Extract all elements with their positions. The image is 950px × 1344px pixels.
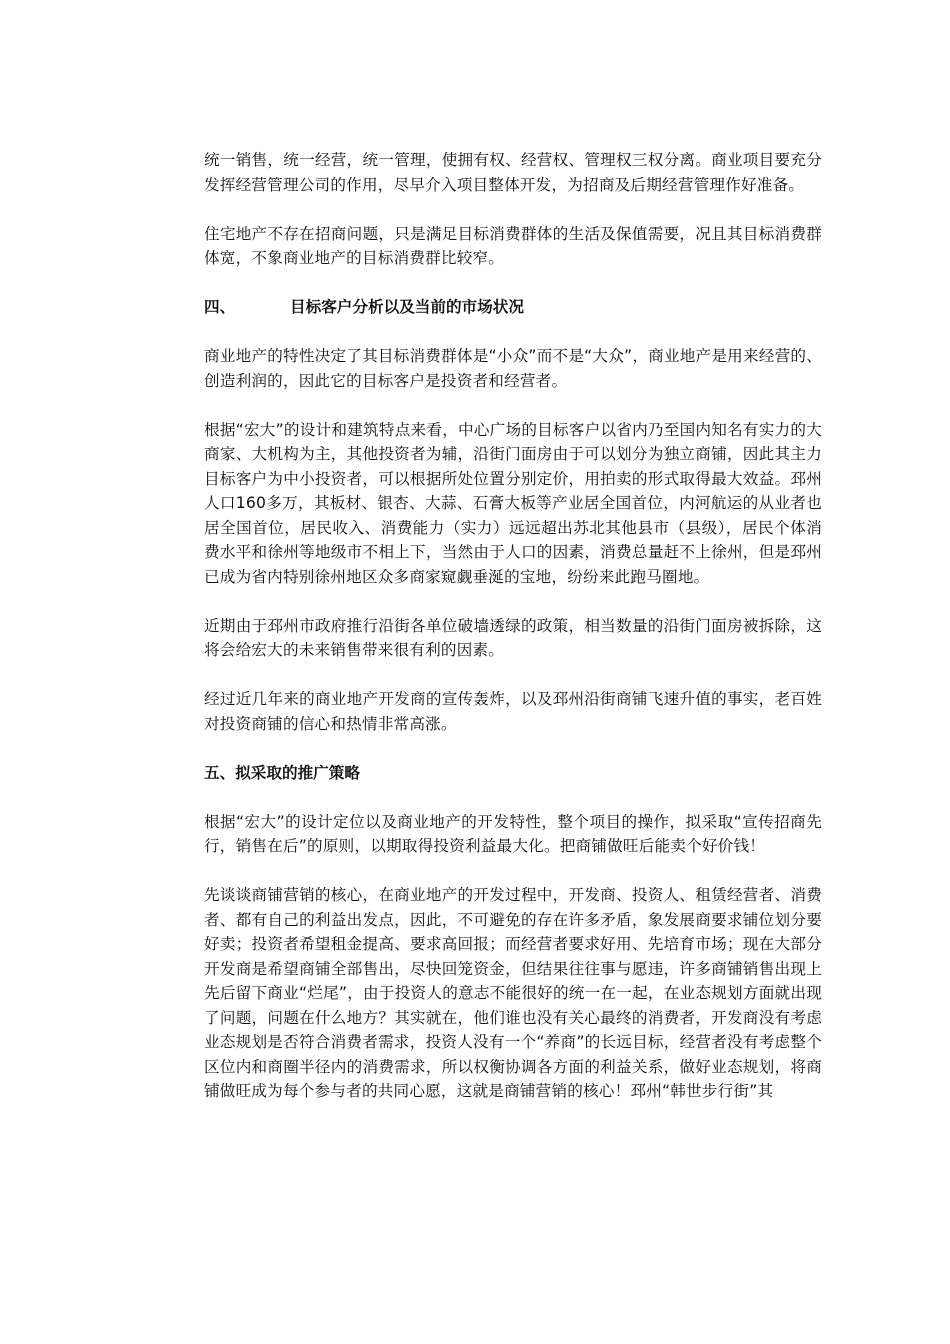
section-number: 四、	[204, 298, 236, 316]
paragraph: 根据“宏大”的设计定位以及商业地产的开发特性，整个项目的操作，拟采取“宣传招商先行，销售在后”的原则，以期取得投资利益最大化。把商铺做旺后能卖个好价钱！	[204, 812, 822, 855]
paragraph: 近期由于邳州市政府推行沿街各单位破墙透绿的政策，相当数量的沿街门面房被拆除，这将会给宏大的未来销售带来很有利的因素。	[204, 616, 822, 659]
paragraph: 经过近几年来的商业地产开发商的宣传轰炸，以及邳州沿街商铺飞速升值的事实，老百姓对投资商铺的信心和热情非常高涨。	[204, 690, 822, 733]
paragraph: 商业地产的特性决定了其目标消费群体是“小众”而不是“大众”，商业地产是用来经营的、创造利润的，因此它的目标客户是投资者和经营者。	[204, 347, 822, 390]
section-title: 目标客户分析以及当前的市场状况	[290, 298, 524, 316]
section-heading	[204, 761, 822, 786]
paragraph: 住宅地产不存在招商问题，只是满足目标消费群体的生活及保值需要，况且其目标消费群体宽，不象商业地产的目标消费群比较窄。	[204, 224, 822, 267]
section-title: 拟采取的推广策略	[235, 763, 360, 782]
paragraph: 先谈谈商铺营销的核心，在商业地产的开发过程中，开发商、投资人、租赁经营者、消费者、都有自己的利益出发点，因此，不可避免的存在许多矛盾，象发展商要求铺位划分要好卖；投资者希望租金提高、要求高回报；而经营者要求好用、先培育市场；现在大部分开发商是希望商铺全部售出，尽快回笼资金，但结果往往事与愿违，许多商铺销售出现上先后留下商业“烂尾”，由于投资人的意志不能很好的统一在一起，在业态规划方面就出现了问题，问题在什么地方？其实就在，他们谁也没有关心最终的消费者，开发商没有考虑业态规划是否符合消费者需求，投资人没有一个“养商”的长远目标，经营者没有考虑整个区位内和商圈半径内的消费需求，所以权衡协调各方面的利益关系，做好业态规划，将商铺做旺成为每个参与者的共同心愿，这就是商铺营销的核心！邳州“韩世步行街”其	[204, 886, 822, 1100]
paragraph: 根据“宏大”的设计和建筑特点来看，中心广场的目标客户以省内乃至国内知名有实力的大商家、大机构为主，其他投资者为辅，沿街门面房由于可以划分为独立商铺，因此其主力目标客户为中小投资者，可以根据所处位置分别定价，用拍卖的形式取得最大效益。邳州人口160多万，其板材、银杏、大蒜、石膏大板等产业居全国首位，内河航运的从业者也居全国首位，居民收入、消费能力（实力）远远超出苏北其他县市（县级），居民个体消费水平和徐州等地级市不相上下，当然由于人口的因素，消费总量赶不上徐州，但是邳州已成为省内特别徐州地区众多商家窥觑垂涎的宝地，纷纷来此跑马圈地。	[204, 420, 822, 586]
paragraph: 统一销售，统一经营，统一管理，使拥有权、经营权、管理权三权分离。商业项目要充分发挥经营管理公司的作用，尽早介入项目整体开发，为招商及后期经营管理作好准备。	[204, 151, 822, 194]
section-number: 五、	[204, 763, 236, 782]
document-page	[204, 148, 822, 1128]
section-heading	[204, 295, 822, 320]
